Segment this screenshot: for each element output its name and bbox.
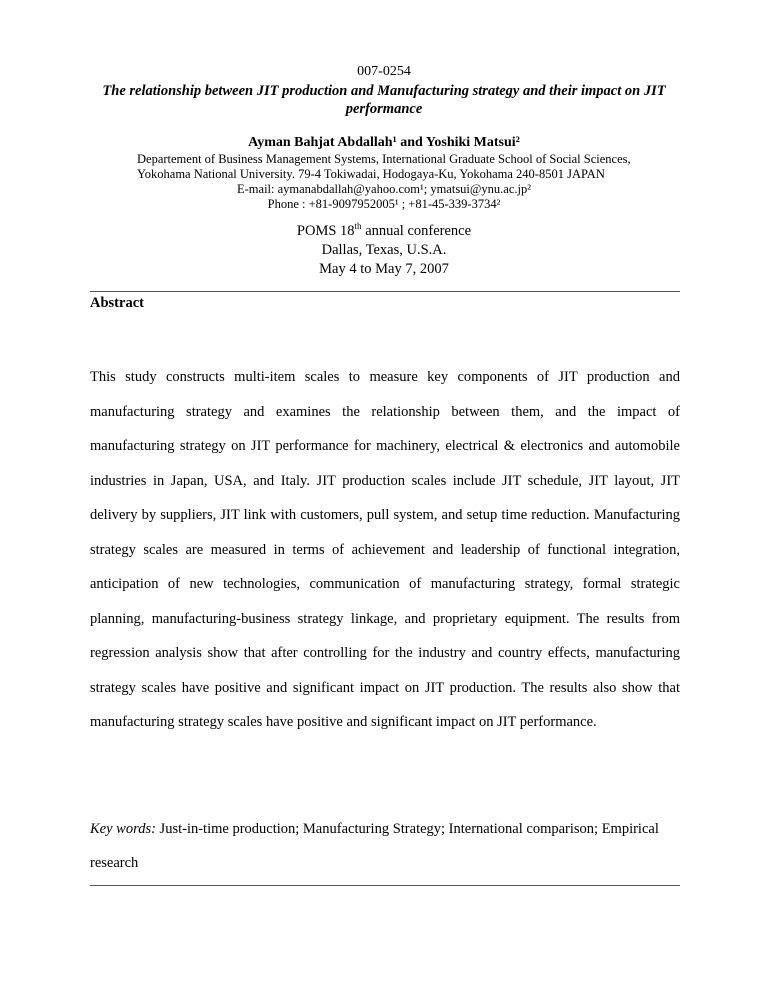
conference-name-prefix: POMS 18	[296, 223, 355, 239]
conference-location: Dallas, Texas, U.S.A.	[321, 242, 447, 258]
abstract-text: This study constructs multi-item scales to measure key components of JIT production and manufacturing strategy and examines the relationship between them, and the impact of manufacturing strategy on JIT performance for machinery, electrical & electronics and automobile industries in Japan, USA, and Italy. JIT production scales include JIT schedule, JIT layout, JIT delivery by suppliers, JIT link with customers, pull system, and setup time reduction. Manufacturing strategy scales are measured in terms of achievement and leadership of functional integration, anticipation of new technologies, communication of manufacturing strategy, formal strategic planning, manufacturing-business strategy linkage, and proprietary equipment. The results from regression analysis show that after controlling for the industry and country effects, manufacturing strategy scales have positive and significant impact on JIT production. The results also show that manufacturing strategy scales have positive and significant impact on JIT performance.	[90, 369, 680, 730]
phone-line: Phone : +81-9097952005¹ ; +81-45-339-3734²	[267, 197, 501, 211]
affiliation-line-1: Departement of Business Management Systems, International Graduate School of Social Sciences,	[137, 152, 631, 166]
conference-name	[0, 222, 768, 241]
paper-title: The relationship between JIT production and Manufacturing strategy and their impact on JIT performance	[102, 83, 666, 117]
affiliation-line-2: Yokohama National University. 79-4 Tokiwadai, Hodogaya-Ku, Yokohama 240-8501 JAPAN	[137, 167, 605, 181]
keywords	[90, 812, 680, 880]
conference-dates: May 4 to May 7, 2007	[319, 261, 449, 277]
abstract-heading: Abstract	[90, 295, 144, 311]
top-divider	[90, 291, 680, 292]
conference-name-sup: th	[354, 221, 362, 231]
conference-block	[0, 222, 768, 279]
conference-name-suffix: annual conference	[361, 223, 472, 239]
authors: Ayman Bahjat Abdallah¹ and Yoshiki Matsui²	[248, 135, 520, 150]
email-line: E-mail: aymanabdallah@yahoo.com¹; ymatsui@ynu.ac.jp²	[237, 182, 531, 196]
keywords-label: Key words:	[90, 821, 156, 837]
abstract-body	[90, 360, 680, 740]
keywords-text: Just-in-time production; Manufacturing Strategy; International comparison; Empirical research	[90, 821, 659, 871]
affiliation	[137, 152, 679, 182]
paper-id: 007-0254	[357, 64, 411, 79]
bottom-divider	[90, 885, 680, 886]
